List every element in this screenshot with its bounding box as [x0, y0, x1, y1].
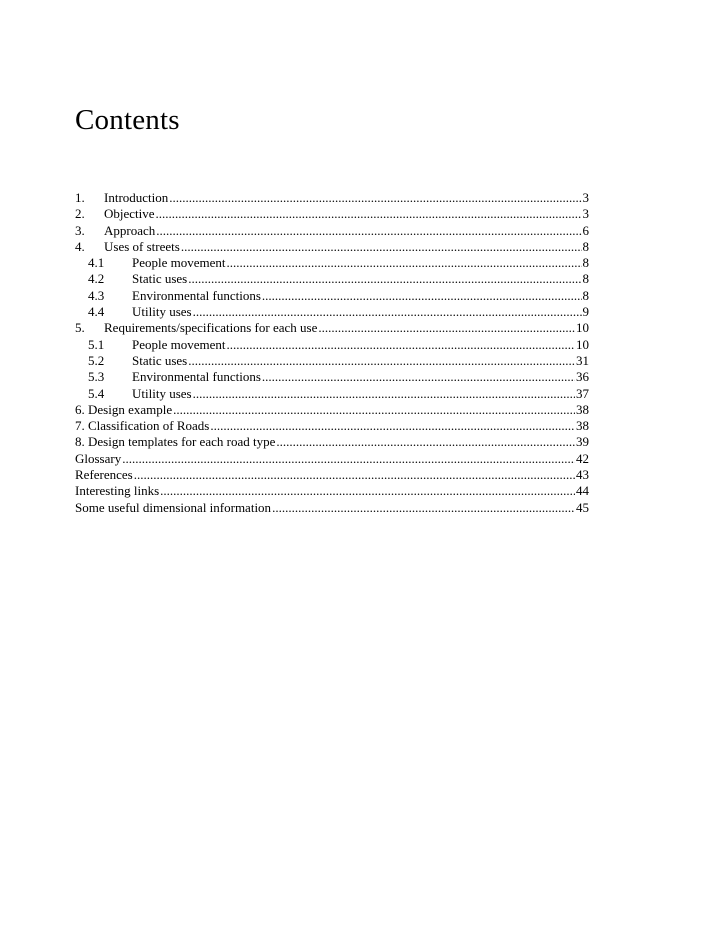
toc-entry-title: Environmental functions: [132, 369, 261, 385]
toc-entry-number: 4.2: [88, 271, 105, 287]
toc-entry-title: Requirements/specifications for each use: [104, 320, 318, 336]
toc-entry-title: People movement: [132, 336, 226, 352]
table-of-contents: [75, 190, 589, 516]
toc-entry-number: 1.: [75, 190, 85, 205]
toc-entry-title: Glossary: [75, 450, 122, 466]
toc-entry-page-number: 37: [576, 385, 589, 401]
toc-entry-page-number: 10: [576, 336, 589, 352]
toc-entry[interactable]: [75, 337, 589, 353]
toc-entry-title: Utility uses: [132, 304, 192, 320]
toc-entry[interactable]: [75, 255, 589, 271]
toc-entry-title: References: [75, 467, 133, 483]
toc-dot-leader: [134, 467, 575, 483]
toc-dot-leader: [122, 451, 575, 467]
toc-entry-page-number: 45: [576, 499, 589, 515]
toc-entry[interactable]: [75, 223, 589, 239]
toc-entry-title: Some useful dimensional information: [75, 499, 272, 515]
toc-entry[interactable]: [75, 206, 589, 222]
toc-entry-number: 5.4: [88, 385, 105, 401]
toc-dot-leader: [156, 206, 582, 222]
toc-entry[interactable]: [75, 369, 589, 385]
toc-dot-leader: [262, 288, 582, 304]
toc-entry[interactable]: [75, 418, 589, 434]
toc-dot-leader: [188, 271, 581, 287]
toc-entry-page-number: 38: [576, 401, 589, 417]
toc-entry-number: 5.3: [88, 369, 105, 385]
toc-entry-number: 2.: [75, 206, 85, 222]
toc-entry-title: People movement: [132, 255, 226, 271]
toc-dot-leader: [272, 500, 575, 516]
toc-entry-title: 7. Classification of Roads: [75, 418, 210, 434]
toc-entry-number: 4.1: [88, 255, 105, 271]
toc-entry[interactable]: [75, 434, 589, 450]
toc-entry-page-number: 3: [582, 206, 589, 222]
toc-entry-title: Static uses: [132, 352, 188, 368]
toc-entry[interactable]: [75, 320, 589, 336]
toc-dot-leader: [193, 386, 575, 402]
toc-entry-title: Environmental functions: [132, 287, 261, 303]
toc-dot-leader: [188, 353, 575, 369]
toc-entry-page-number: 9: [582, 304, 589, 320]
toc-entry-number: 3.: [75, 222, 85, 238]
toc-entry-page-number: 43: [576, 467, 589, 483]
toc-entry-title: Introduction: [104, 190, 169, 205]
toc-entry[interactable]: [75, 190, 589, 206]
toc-entry-page-number: 39: [576, 434, 589, 450]
toc-entry-page-number: 8: [582, 238, 589, 254]
toc-entry-title: Interesting links: [75, 483, 160, 499]
toc-dot-leader: [169, 190, 581, 206]
toc-entry-title: Uses of streets: [104, 238, 180, 254]
toc-entry-page-number: 8: [582, 287, 589, 303]
toc-entry-page-number: 31: [576, 352, 589, 368]
toc-entry-page-number: 8: [582, 255, 589, 271]
toc-entry[interactable]: [75, 467, 589, 483]
toc-dot-leader: [210, 418, 575, 434]
toc-dot-leader: [227, 255, 582, 271]
toc-entry[interactable]: [75, 386, 589, 402]
toc-dot-leader: [193, 304, 582, 320]
toc-entry-page-number: 8: [582, 271, 589, 287]
toc-entry-number: 5.: [75, 320, 85, 336]
contents-heading: Contents: [75, 104, 180, 136]
toc-entry-title: Approach: [104, 222, 156, 238]
toc-entry-page-number: 42: [576, 450, 589, 466]
toc-entry[interactable]: [75, 451, 589, 467]
toc-entry-number: 4.4: [88, 304, 105, 320]
toc-entry[interactable]: [75, 402, 589, 418]
toc-entry-page-number: 38: [576, 418, 589, 434]
toc-entry-page-number: 10: [576, 320, 589, 336]
toc-entry[interactable]: [75, 239, 589, 255]
toc-entry-page-number: 3: [582, 190, 589, 205]
toc-entry[interactable]: [75, 304, 589, 320]
toc-dot-leader: [318, 320, 575, 336]
toc-dot-leader: [227, 337, 575, 353]
toc-entry[interactable]: [75, 500, 589, 516]
toc-entry[interactable]: [75, 483, 589, 499]
toc-entry-title: Static uses: [132, 271, 188, 287]
toc-dot-leader: [160, 483, 575, 499]
toc-entry-title: Utility uses: [132, 385, 192, 401]
toc-entry-title: 8. Design templates for each road type: [75, 434, 276, 450]
toc-entry-page-number: 6: [582, 222, 589, 238]
toc-entry-number: 5.1: [88, 336, 105, 352]
toc-entry[interactable]: [75, 288, 589, 304]
toc-entry-page-number: 44: [576, 483, 589, 499]
toc-entry-number: 5.2: [88, 352, 105, 368]
toc-entry-title: 6. Design example: [75, 401, 173, 417]
toc-entry[interactable]: [75, 271, 589, 287]
toc-dot-leader: [276, 434, 575, 450]
toc-entry-page-number: 36: [576, 369, 589, 385]
toc-dot-leader: [173, 402, 575, 418]
toc-entry-title: Objective: [104, 206, 155, 222]
toc-entry-number: 4.: [75, 238, 85, 254]
toc-dot-leader: [262, 369, 575, 385]
toc-dot-leader: [156, 223, 581, 239]
toc-dot-leader: [181, 239, 582, 255]
toc-entry[interactable]: [75, 353, 589, 369]
toc-entry-number: 4.3: [88, 287, 105, 303]
